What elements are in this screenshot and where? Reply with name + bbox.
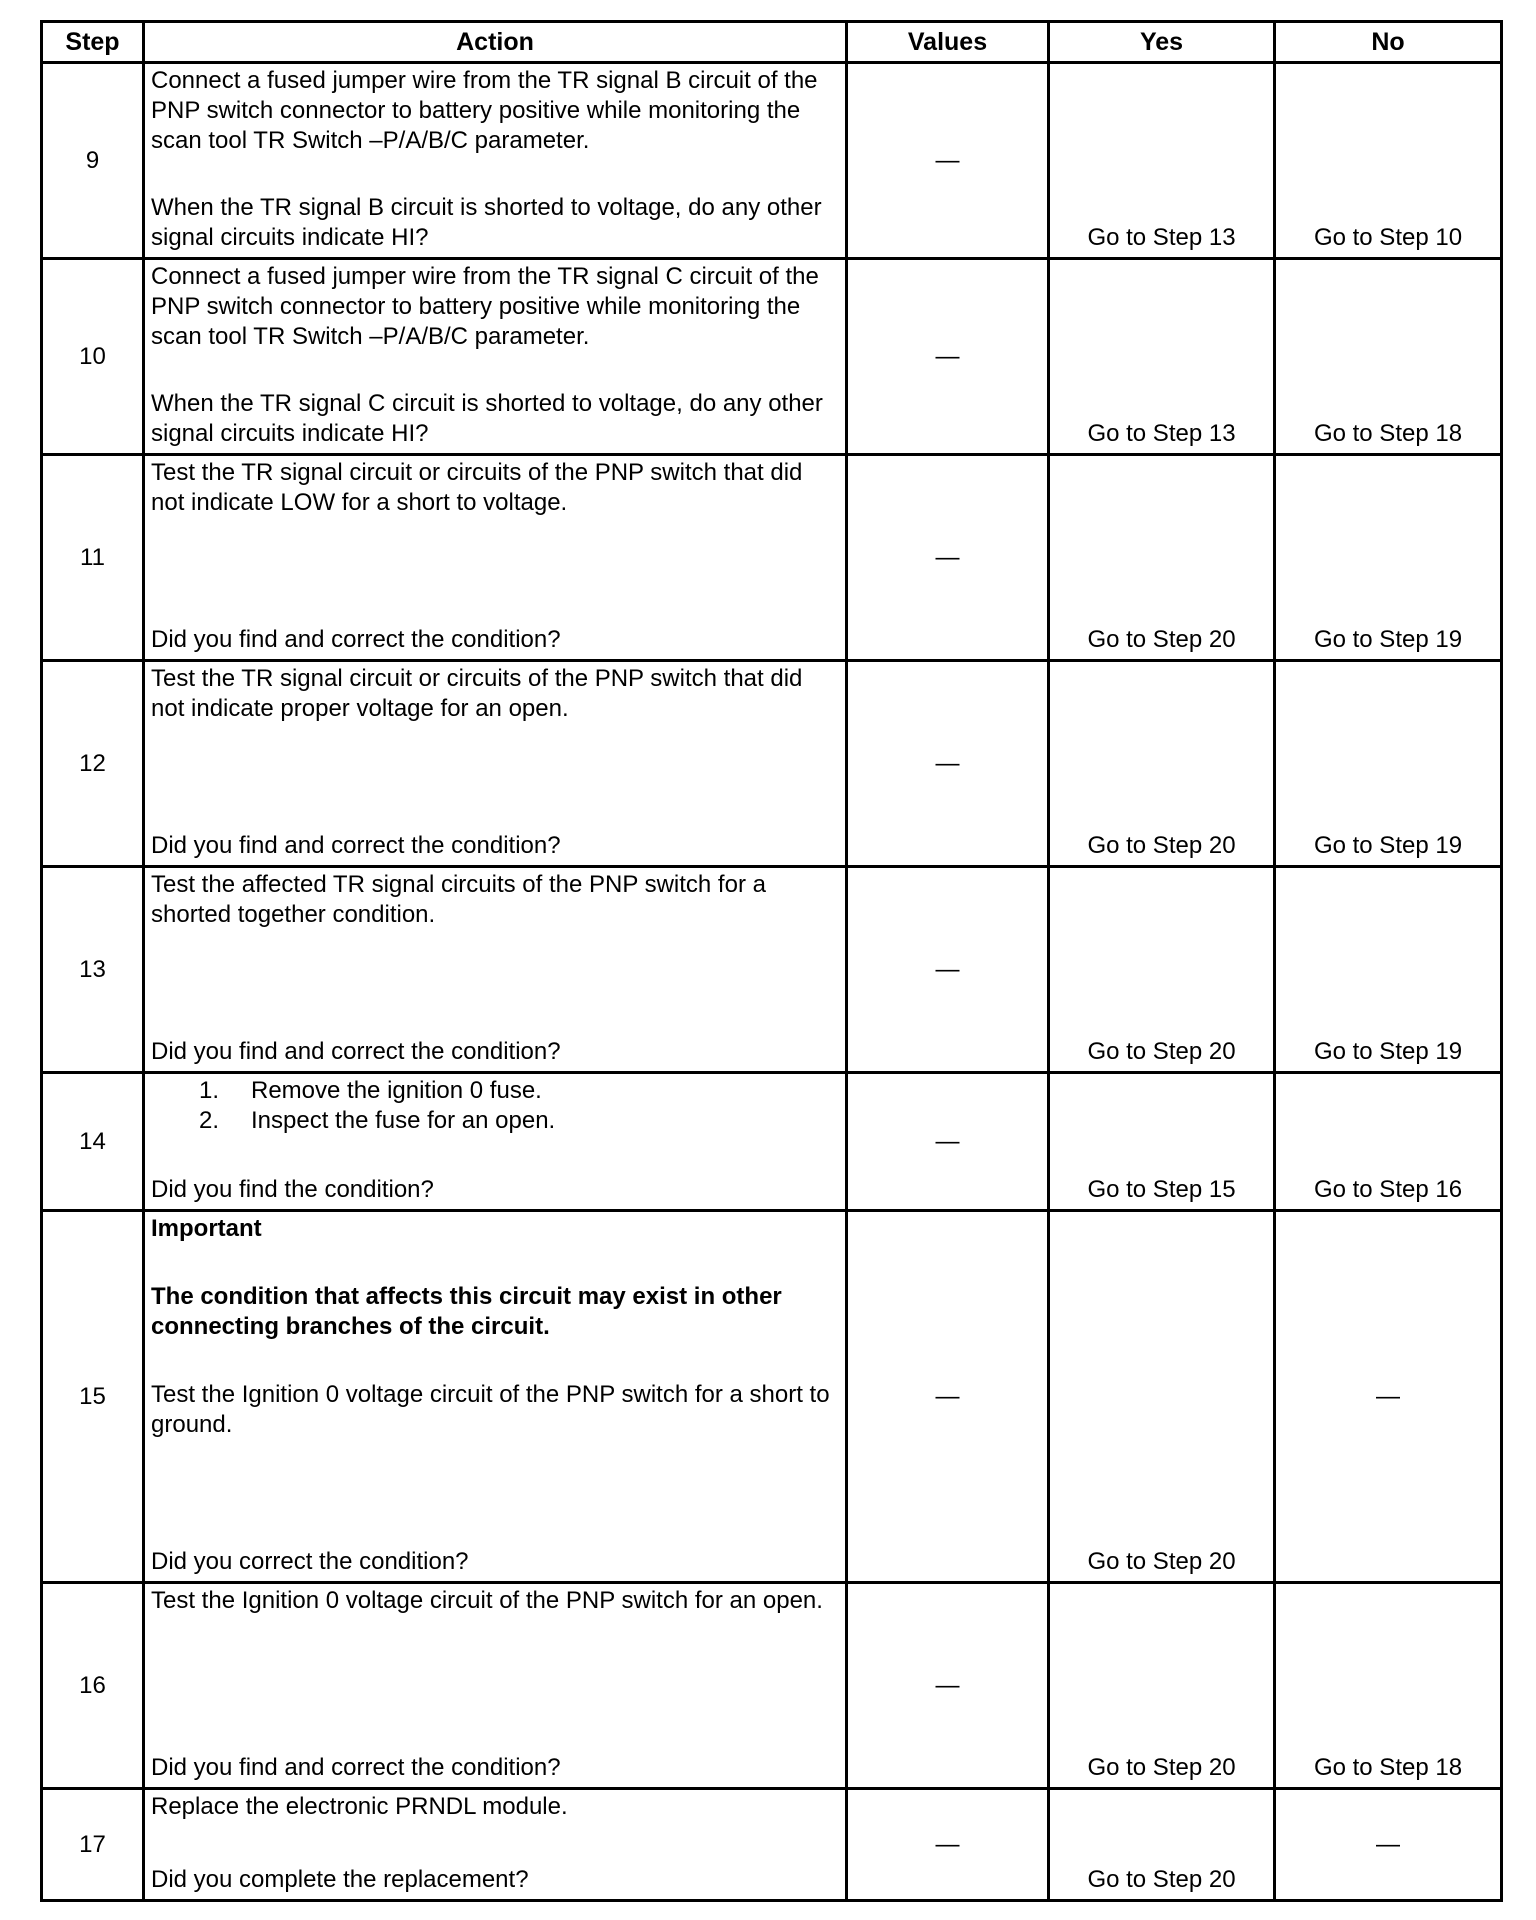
table-row: [42, 259, 1502, 455]
action-instruction: Connect a fused jumper wire from the TR signal B circuit of the PNP switch connector to battery positive while monitoring the scan tool TR Switch –P/A/B/C parameter.: [151, 67, 818, 154]
action-question: Did you find and correct the condition?: [151, 1038, 561, 1065]
header-action: Action: [144, 22, 847, 63]
action-instruction: Test the Ignition 0 voltage circuit of the PNP switch for an open.: [151, 1587, 823, 1614]
no-cell: [1275, 1789, 1502, 1901]
yes-cell: [1049, 1211, 1275, 1583]
values-cell: —: [847, 259, 1049, 455]
no-cell: [1275, 1211, 1502, 1583]
table-row: [42, 867, 1502, 1073]
yes-goto-link: Go to Step 20: [1087, 1548, 1236, 1575]
values-cell: —: [847, 661, 1049, 867]
table-header: [42, 22, 1502, 63]
list-item-number: 2.: [199, 1107, 220, 1134]
values-cell: —: [847, 1789, 1049, 1901]
action-instruction: Test the TR signal circuit or circuits of the PNP switch that did not indicate proper voltage for an open.: [151, 665, 803, 722]
yes-goto-link: Go to Step 20: [1087, 1866, 1236, 1893]
step-number: 15: [42, 1211, 144, 1583]
yes-cell: [1049, 259, 1275, 455]
step-number: 17: [42, 1789, 144, 1901]
no-value: —: [1376, 1382, 1400, 1410]
action-cell: [144, 63, 847, 259]
header-values: Values: [847, 22, 1049, 63]
no-goto-link: Go to Step 10: [1313, 224, 1463, 251]
action-question: Did you find and correct the condition?: [151, 1754, 561, 1781]
action-question: When the TR signal B circuit is shorted to voltage, do any other signal circuits indicate HI?: [151, 194, 822, 251]
action-cell: [144, 1789, 847, 1901]
no-goto-link: Go to Step 18: [1313, 420, 1463, 447]
yes-cell: [1049, 1583, 1275, 1789]
important-label: Important: [151, 1215, 262, 1242]
no-cell: [1275, 1073, 1502, 1211]
important-note: The condition that affects this circuit may exist in other connecting branches of the circuit.: [151, 1283, 782, 1340]
no-cell: [1275, 867, 1502, 1073]
no-cell: [1275, 455, 1502, 661]
header-step: Step: [42, 22, 144, 63]
yes-goto-link: Go to Step 20: [1087, 626, 1236, 653]
no-cell: [1275, 1583, 1502, 1789]
values-cell: —: [847, 455, 1049, 661]
action-question: Did you correct the condition?: [151, 1548, 469, 1575]
no-cell: [1275, 63, 1502, 259]
no-goto-link: Go to Step 19: [1313, 832, 1463, 859]
action-cell: [144, 455, 847, 661]
no-goto-link: Go to Step 19: [1313, 626, 1463, 653]
table-row: [42, 455, 1502, 661]
table-row: [42, 661, 1502, 867]
step-number: 10: [42, 259, 144, 455]
values-cell: —: [847, 1583, 1049, 1789]
action-instruction: Replace the electronic PRNDL module.: [151, 1793, 568, 1820]
values-cell: —: [847, 867, 1049, 1073]
yes-goto-link: Go to Step 20: [1087, 832, 1236, 859]
action-steps-list: [151, 1076, 839, 1136]
yes-goto-link: Go to Step 20: [1087, 1038, 1236, 1065]
table-row: [42, 63, 1502, 259]
list-item-text: Remove the ignition 0 fuse.: [251, 1077, 542, 1104]
no-goto-link: Go to Step 19: [1313, 1038, 1463, 1065]
action-cell: [144, 1583, 847, 1789]
action-cell: [144, 1211, 847, 1583]
action-instruction: Connect a fused jumper wire from the TR signal C circuit of the PNP switch connector to battery positive while monitoring the scan tool TR Switch –P/A/B/C parameter.: [151, 263, 819, 350]
values-cell: —: [847, 1073, 1049, 1211]
yes-cell: [1049, 1789, 1275, 1901]
step-number: 9: [42, 63, 144, 259]
table-row: [42, 1789, 1502, 1901]
no-cell: [1275, 259, 1502, 455]
table-row: [42, 1583, 1502, 1789]
yes-goto-link: Go to Step 20: [1087, 1754, 1236, 1781]
action-instruction: Test the Ignition 0 voltage circuit of the PNP switch for a short to ground.: [151, 1381, 830, 1438]
step-number: 13: [42, 867, 144, 1073]
header-no: No: [1275, 22, 1502, 63]
yes-goto-link: Go to Step 13: [1087, 420, 1236, 447]
diagnostic-table: [40, 20, 1503, 1902]
step-number: 16: [42, 1583, 144, 1789]
yes-cell: [1049, 63, 1275, 259]
action-question: When the TR signal C circuit is shorted to voltage, do any other signal circuits indicate HI?: [151, 390, 823, 447]
action-question: Did you find and correct the condition?: [151, 832, 561, 859]
action-question: Did you complete the replacement?: [151, 1866, 529, 1893]
action-cell: [144, 259, 847, 455]
action-cell: [144, 1073, 847, 1211]
no-goto-link: Go to Step 16: [1313, 1176, 1463, 1203]
list-item-text: Inspect the fuse for an open.: [251, 1107, 556, 1134]
values-cell: —: [847, 63, 1049, 259]
yes-goto-link: Go to Step 13: [1087, 224, 1236, 251]
action-instruction: Test the TR signal circuit or circuits of the PNP switch that did not indicate LOW for a short to voltage.: [151, 459, 803, 516]
action-question: Did you find the condition?: [151, 1176, 434, 1203]
yes-cell: [1049, 867, 1275, 1073]
values-cell: —: [847, 1211, 1049, 1583]
step-number: 12: [42, 661, 144, 867]
no-value: —: [1376, 1830, 1400, 1858]
list-item: [151, 1106, 839, 1136]
list-item: [151, 1076, 839, 1106]
header-yes: Yes: [1049, 22, 1275, 63]
action-instruction: Test the affected TR signal circuits of the PNP switch for a shorted together condition.: [151, 871, 766, 928]
no-cell: [1275, 661, 1502, 867]
yes-cell: [1049, 661, 1275, 867]
yes-cell: [1049, 1073, 1275, 1211]
table-row: [42, 1211, 1502, 1583]
action-question: Did you find and correct the condition?: [151, 626, 561, 653]
step-number: 11: [42, 455, 144, 661]
yes-goto-link: Go to Step 15: [1087, 1176, 1236, 1203]
table-row: [42, 1073, 1502, 1211]
header-row: [42, 22, 1502, 63]
list-item-number: 1.: [199, 1077, 220, 1104]
action-cell: [144, 661, 847, 867]
no-goto-link: Go to Step 18: [1313, 1754, 1463, 1781]
step-number: 14: [42, 1073, 144, 1211]
table-body: [42, 63, 1502, 1901]
yes-cell: [1049, 455, 1275, 661]
action-cell: [144, 867, 847, 1073]
